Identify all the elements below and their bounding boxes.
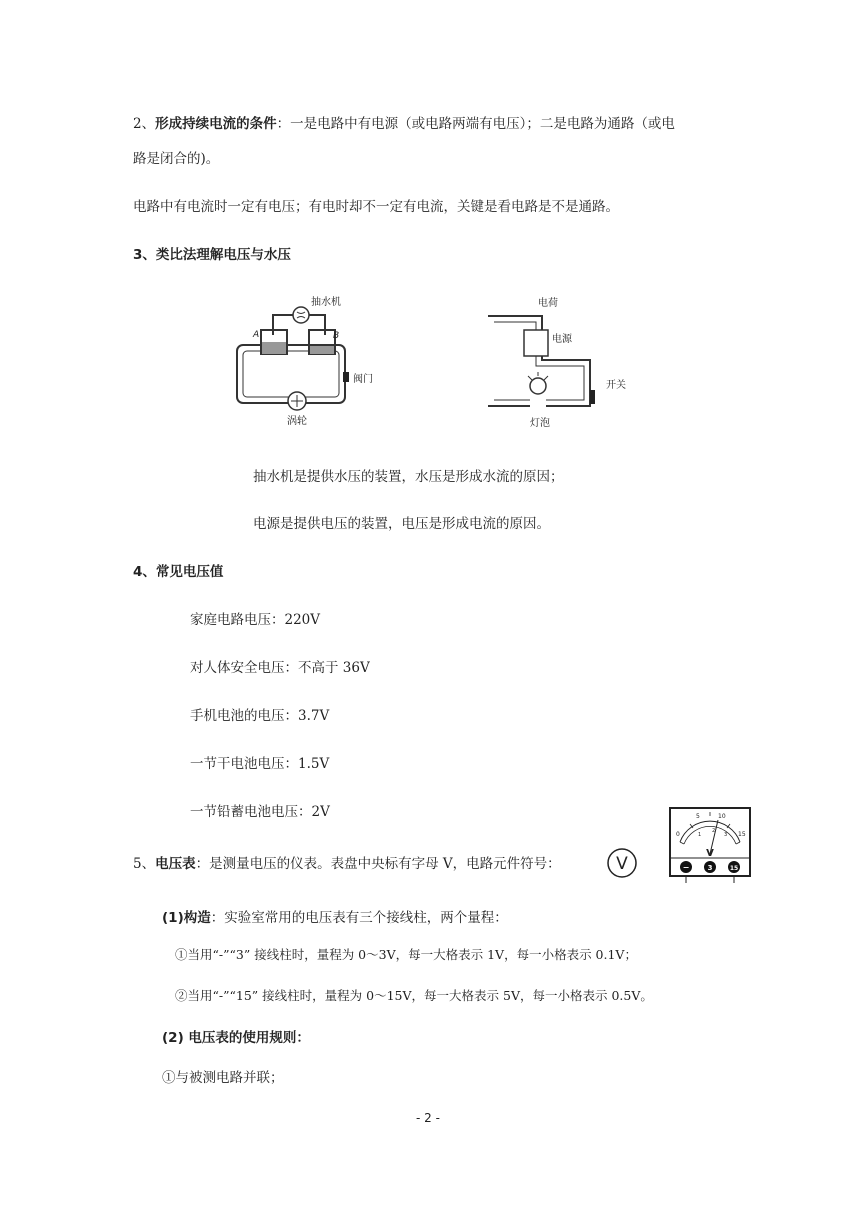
sec5-line1 <box>133 852 561 872</box>
meter-inner-label: 3 <box>724 832 728 838</box>
meter-scale-label: 0 <box>676 831 680 838</box>
sec2-line2: 路是闭合的)。 <box>133 151 220 167</box>
voltage-item: 手机电池的电压：3.7V <box>190 708 330 724</box>
sec5-line1-text: ：是测量电压的仪表。表盘中央标有字母 V，电路元件符号： <box>195 856 561 872</box>
battery-icon <box>524 330 548 356</box>
sec5-rule1: ①与被测电路并联； <box>162 1070 284 1086</box>
sec5-sub1-item1: ①当用“-”“3” 接线柱时，量程为 0～3V，每一大格表示 1V，每一小格表示 0.1V； <box>175 947 637 962</box>
meter-inner-label: 2 <box>712 828 716 834</box>
tank-b-label: B <box>333 331 340 341</box>
terminal-label: − <box>682 863 690 872</box>
electric-circuit-diagram <box>482 290 642 430</box>
meter-inner-label: 1 <box>698 832 702 838</box>
valve-label: 阀门 <box>353 374 373 385</box>
sec4-heading: 4、常见电压值 <box>133 564 224 580</box>
sec2-heading: 形成持续电流的条件 <box>155 116 277 132</box>
meter-scale-label: 10 <box>718 813 726 820</box>
meter-scale-label: 5 <box>696 813 700 820</box>
voltage-item: 家庭电路电压：220V <box>190 612 321 628</box>
voltmeter-illustration <box>668 806 752 884</box>
sec5-sub1-text: ：实验室常用的电压表有三个接线柱，两个量程： <box>210 910 508 926</box>
sec5-heading: 电压表 <box>155 856 196 872</box>
sec5-sub1-heading: (1)构造 <box>162 910 211 926</box>
sec3-heading: 3、类比法理解电压与水压 <box>133 247 291 263</box>
switch-label: 开关 <box>606 380 626 391</box>
valve-icon <box>343 372 349 382</box>
tank-a-label: A <box>253 330 260 340</box>
sec5-sub1 <box>162 906 508 926</box>
bulb-label: 灯泡 <box>530 418 550 429</box>
voltage-item: 一节干电池电压：1.5V <box>190 756 330 772</box>
voltmeter-symbol <box>606 847 638 879</box>
sec5-num: 5、 <box>133 856 156 872</box>
charge-label: 电荷 <box>538 298 558 309</box>
switch-icon <box>590 390 595 404</box>
turbine-label: 涡轮 <box>287 416 307 427</box>
voltmeter-symbol-letter: V <box>616 854 628 874</box>
terminal-label: 3 <box>707 864 713 872</box>
sec2-num: 2、 <box>133 116 156 132</box>
water-circuit-diagram <box>225 290 385 430</box>
source-label: 电源 <box>552 334 572 345</box>
sec5-sub1-item2: ②当用“-”“15” 接线柱时，量程为 0～15V，每一大格表示 5V，每一小格表示 0.5V。 <box>175 988 653 1003</box>
sec3-caption2: 电源是提供电压的装置，电压是形成电流的原因。 <box>253 516 550 532</box>
meter-face-letter: V <box>706 848 714 859</box>
voltage-item: 一节铅蓄电池电压：2V <box>190 804 330 820</box>
pump-label: 抽水机 <box>311 297 341 308</box>
sec5-sub2-heading: (2) 电压表的使用规则： <box>162 1030 310 1046</box>
sec2-line1 <box>133 112 675 132</box>
sec2-line3: 电路中有电流时一定有电压；有电时却不一定有电流，关键是看电路是不是通路。 <box>133 199 619 215</box>
sec3-caption1: 抽水机是提供水压的装置，水压是形成水流的原因； <box>253 469 564 485</box>
bulb-icon <box>530 378 546 394</box>
sec2-line1-text: ：一是电路中有电源（或电路两端有电压）；二是电路为通路（或电 <box>276 116 675 132</box>
pump-icon <box>293 307 309 323</box>
terminal-label: 15 <box>729 865 739 872</box>
voltage-item: 对人体安全电压：不高于 36V <box>190 660 370 676</box>
page-number: - 2 - <box>416 1111 440 1125</box>
meter-scale-label: 15 <box>738 831 746 838</box>
